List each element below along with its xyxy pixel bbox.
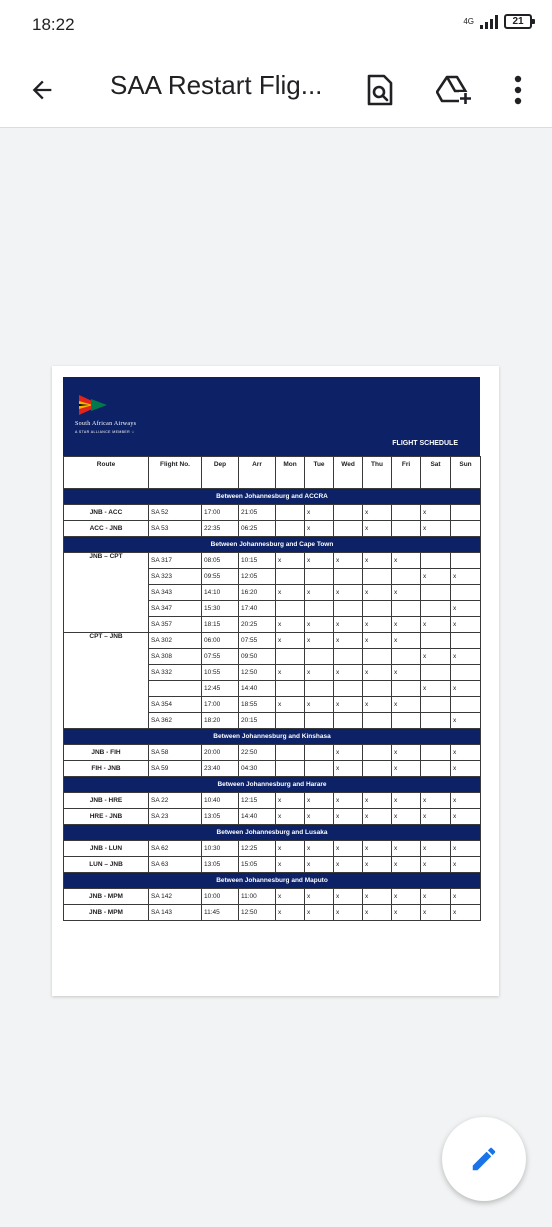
day-cell: x [305,697,334,713]
departure-cell: 18:15 [202,617,239,633]
day-cell [334,505,363,521]
day-cell [305,569,334,585]
route-cell: LUN – JNB [64,857,149,873]
app-bar [0,52,552,128]
signal-icon [480,15,498,29]
flight-number-cell: SA 52 [149,505,202,521]
flight-number-cell: SA 59 [149,761,202,777]
section-title: Between Johannesburg and Maputo [64,873,481,889]
column-header: Sat [421,457,451,489]
day-cell [305,601,334,617]
day-cell: x [276,857,305,873]
table-row [64,633,481,649]
flight-number-cell: SA 142 [149,889,202,905]
column-header: Tue [305,457,334,489]
day-cell: x [392,745,421,761]
arrival-cell: 12:25 [239,841,276,857]
day-cell: x [421,809,451,825]
day-cell: x [363,697,392,713]
status-bar [0,0,552,52]
day-cell: x [276,633,305,649]
departure-cell: 12:45 [202,681,239,697]
day-cell: x [276,585,305,601]
section-row [64,537,481,553]
day-cell [305,745,334,761]
day-cell: x [305,521,334,537]
arrival-cell: 14:40 [239,681,276,697]
day-cell: x [334,905,363,921]
alliance-text: A STAR ALLIANCE MEMBER ☆ [75,430,135,434]
route-cell: JNB - LUN [64,841,149,857]
column-header: Sun [451,457,481,489]
day-cell: x [363,617,392,633]
more-vert-icon [513,74,523,106]
departure-cell: 10:00 [202,889,239,905]
table-row [64,745,481,761]
day-cell [276,745,305,761]
departure-cell: 06:00 [202,633,239,649]
day-cell: x [392,665,421,681]
flight-number-cell: SA 332 [149,665,202,681]
day-cell: x [334,889,363,905]
day-cell: x [276,841,305,857]
day-cell: x [363,665,392,681]
column-header: Fri [392,457,421,489]
day-cell: x [421,569,451,585]
day-cell: x [305,793,334,809]
departure-cell: 10:40 [202,793,239,809]
day-cell [363,713,392,729]
arrival-cell: 12:50 [239,905,276,921]
arrival-cell: 17:40 [239,601,276,617]
day-cell: x [451,857,481,873]
day-cell: x [451,681,481,697]
column-header: Wed [334,457,363,489]
day-cell: x [392,905,421,921]
day-cell: x [276,793,305,809]
table-row [64,521,481,537]
arrival-cell: 04:30 [239,761,276,777]
day-cell: x [421,649,451,665]
day-cell: x [451,713,481,729]
column-header: Thu [363,457,392,489]
day-cell: x [305,905,334,921]
day-cell: x [276,697,305,713]
section-title: Between Johannesburg and Harare [64,777,481,793]
day-cell: x [363,633,392,649]
departure-cell: 10:55 [202,665,239,681]
section-row [64,777,481,793]
day-cell [392,649,421,665]
flight-number-cell: SA 53 [149,521,202,537]
arrival-cell: 18:55 [239,697,276,713]
column-header: Arr [239,457,276,489]
day-cell [334,569,363,585]
arrival-cell: 12:50 [239,665,276,681]
day-cell: x [334,761,363,777]
departure-cell: 10:30 [202,841,239,857]
arrival-cell: 09:50 [239,649,276,665]
day-cell: x [363,857,392,873]
table-row [64,793,481,809]
route-cell: JNB – CPT [64,553,149,633]
day-cell [392,505,421,521]
day-cell: x [392,809,421,825]
day-cell [334,713,363,729]
day-cell [276,505,305,521]
section-title: Between Johannesburg and Kinshasa [64,729,481,745]
day-cell: x [363,505,392,521]
day-cell: x [392,841,421,857]
day-cell: x [451,617,481,633]
day-cell [392,681,421,697]
departure-cell: 11:45 [202,905,239,921]
day-cell: x [451,841,481,857]
table-row [64,841,481,857]
flight-number-cell: SA 23 [149,809,202,825]
day-cell: x [334,665,363,681]
day-cell [363,569,392,585]
column-header: Route [64,457,149,489]
route-cell: JNB - MPM [64,889,149,905]
day-cell: x [334,809,363,825]
day-cell: x [305,585,334,601]
day-cell [305,761,334,777]
pencil-icon [469,1144,499,1174]
day-cell [334,681,363,697]
day-cell [363,601,392,617]
find-in-file-icon [365,74,395,106]
day-cell: x [421,793,451,809]
day-cell [421,697,451,713]
day-cell: x [421,905,451,921]
day-cell: x [392,697,421,713]
day-cell: x [363,793,392,809]
section-row [64,825,481,841]
back-button[interactable] [24,72,60,108]
day-cell: x [334,617,363,633]
day-cell: x [334,585,363,601]
day-cell: x [334,857,363,873]
table-row [64,905,481,921]
day-cell [421,713,451,729]
flight-number-cell: SA 63 [149,857,202,873]
arrival-cell: 06:25 [239,521,276,537]
flight-number-cell: SA 323 [149,569,202,585]
day-cell: x [392,633,421,649]
day-cell [392,601,421,617]
day-cell: x [305,633,334,649]
day-cell [451,585,481,601]
day-cell [363,681,392,697]
table-body [64,489,481,921]
day-cell [392,521,421,537]
departure-cell: 15:30 [202,601,239,617]
departure-cell: 18:20 [202,713,239,729]
day-cell [451,697,481,713]
day-cell: x [305,553,334,569]
table-row [64,553,481,569]
day-cell [421,553,451,569]
day-cell: x [392,793,421,809]
day-cell: x [276,889,305,905]
day-cell [421,761,451,777]
departure-cell: 22:35 [202,521,239,537]
route-cell: CPT – JNB [64,633,149,729]
day-cell: x [451,889,481,905]
day-cell: x [363,905,392,921]
day-cell: x [363,553,392,569]
day-cell [421,601,451,617]
edit-fab-button[interactable] [442,1117,526,1201]
day-cell: x [334,841,363,857]
departure-cell: 17:00 [202,505,239,521]
day-cell: x [363,585,392,601]
day-cell [451,553,481,569]
arrival-cell: 22:50 [239,745,276,761]
add-to-drive-icon [436,74,472,106]
flight-number-cell: SA 354 [149,697,202,713]
day-cell: x [392,857,421,873]
day-cell: x [305,505,334,521]
route-cell: JNB - ACC [64,505,149,521]
day-cell: x [334,697,363,713]
status-time: 18:22 [32,15,75,34]
day-cell: x [392,585,421,601]
day-cell [305,681,334,697]
route-cell: HRE - JNB [64,809,149,825]
arrival-cell: 12:15 [239,793,276,809]
departure-cell: 23:40 [202,761,239,777]
departure-cell: 09:55 [202,569,239,585]
day-cell [451,521,481,537]
day-cell [363,649,392,665]
day-cell: x [451,569,481,585]
day-cell: x [276,665,305,681]
flight-number-cell: SA 317 [149,553,202,569]
route-cell: JNB - FIH [64,745,149,761]
arrival-cell: 12:05 [239,569,276,585]
section-title: Between Johannesburg and Lusaka [64,825,481,841]
column-header: Dep [202,457,239,489]
day-cell [276,569,305,585]
document-title: SAA Restart Flig... [110,70,323,100]
day-cell: x [392,889,421,905]
day-cell: x [334,633,363,649]
route-cell: FIH - JNB [64,761,149,777]
arrival-cell: 07:55 [239,633,276,649]
document-page[interactable] [52,366,499,996]
flight-number-cell: SA 362 [149,713,202,729]
arrival-cell: 15:05 [239,857,276,873]
day-cell: x [451,601,481,617]
route-cell: ACC - JNB [64,521,149,537]
day-cell: x [421,505,451,521]
airline-name: South African Airways [75,421,137,427]
column-header: Mon [276,457,305,489]
section-row [64,873,481,889]
airline-logo-icon [75,393,109,417]
day-cell [276,761,305,777]
day-cell: x [451,745,481,761]
day-cell [334,601,363,617]
day-cell [451,633,481,649]
day-cell: x [451,809,481,825]
add-to-drive-button[interactable] [434,70,474,110]
star-icon: ☆ [131,430,135,434]
arrival-cell: 14:40 [239,809,276,825]
arrow-left-icon [28,76,56,104]
table-header-row [64,457,481,489]
departure-cell: 13:05 [202,809,239,825]
day-cell: x [421,889,451,905]
day-cell: x [421,857,451,873]
schedule-label: FLIGHT SCHEDULE [392,440,458,447]
day-cell [305,649,334,665]
flight-schedule-table [63,456,481,921]
table-row [64,761,481,777]
arrival-cell: 10:15 [239,553,276,569]
table-row [64,809,481,825]
section-title: Between Johannesburg and ACCRA [64,489,481,505]
day-cell [276,521,305,537]
battery-level: 21 [512,16,524,27]
flight-number-cell [149,681,202,697]
departure-cell: 07:55 [202,649,239,665]
day-cell [451,505,481,521]
network-type: 4G [463,16,474,26]
day-cell [421,745,451,761]
table-row [64,857,481,873]
day-cell: x [334,553,363,569]
arrival-cell: 20:25 [239,617,276,633]
day-cell: x [305,857,334,873]
departure-cell: 20:00 [202,745,239,761]
day-cell: x [421,841,451,857]
day-cell [451,665,481,681]
day-cell [276,601,305,617]
day-cell: x [334,745,363,761]
flight-number-cell: SA 62 [149,841,202,857]
day-cell [334,521,363,537]
day-cell [305,713,334,729]
day-cell: x [363,841,392,857]
day-cell [276,681,305,697]
flight-number-cell: SA 143 [149,905,202,921]
flight-number-cell: SA 58 [149,745,202,761]
arrival-cell: 16:20 [239,585,276,601]
day-cell [421,665,451,681]
day-cell [363,745,392,761]
document-header [63,377,480,458]
day-cell [276,649,305,665]
arrival-cell: 21:05 [239,505,276,521]
departure-cell: 13:05 [202,857,239,873]
route-cell: JNB - HRE [64,793,149,809]
day-cell: x [451,793,481,809]
table-row [64,505,481,521]
day-cell: x [363,809,392,825]
day-cell: x [392,617,421,633]
section-title: Between Johannesburg and Cape Town [64,537,481,553]
column-header: Flight No. [149,457,202,489]
day-cell [421,633,451,649]
day-cell: x [451,905,481,921]
departure-cell: 08:05 [202,553,239,569]
day-cell: x [305,889,334,905]
day-cell: x [421,681,451,697]
arrival-cell: 11:00 [239,889,276,905]
day-cell: x [421,617,451,633]
day-cell: x [451,761,481,777]
route-cell: JNB - MPM [64,905,149,921]
day-cell: x [305,809,334,825]
day-cell: x [334,793,363,809]
find-in-document-button[interactable] [360,70,400,110]
flight-number-cell: SA 22 [149,793,202,809]
day-cell: x [276,905,305,921]
day-cell [276,713,305,729]
day-cell [421,585,451,601]
status-indicators [463,14,532,29]
departure-cell: 17:00 [202,697,239,713]
day-cell: x [276,617,305,633]
day-cell: x [305,841,334,857]
day-cell: x [421,521,451,537]
day-cell [392,569,421,585]
flight-number-cell: SA 343 [149,585,202,601]
flight-number-cell: SA 308 [149,649,202,665]
day-cell: x [305,617,334,633]
arrival-cell: 20:15 [239,713,276,729]
day-cell: x [392,553,421,569]
day-cell: x [392,761,421,777]
day-cell: x [276,553,305,569]
table-row [64,889,481,905]
day-cell: x [276,809,305,825]
section-row [64,489,481,505]
day-cell: x [451,649,481,665]
day-cell [363,761,392,777]
departure-cell: 14:10 [202,585,239,601]
flight-number-cell: SA 357 [149,617,202,633]
section-row [64,729,481,745]
flight-number-cell: SA 347 [149,601,202,617]
day-cell [392,713,421,729]
more-options-button[interactable] [498,70,538,110]
flight-number-cell: SA 302 [149,633,202,649]
day-cell: x [305,665,334,681]
day-cell [334,649,363,665]
day-cell: x [363,521,392,537]
battery-icon [504,14,532,29]
day-cell: x [363,889,392,905]
